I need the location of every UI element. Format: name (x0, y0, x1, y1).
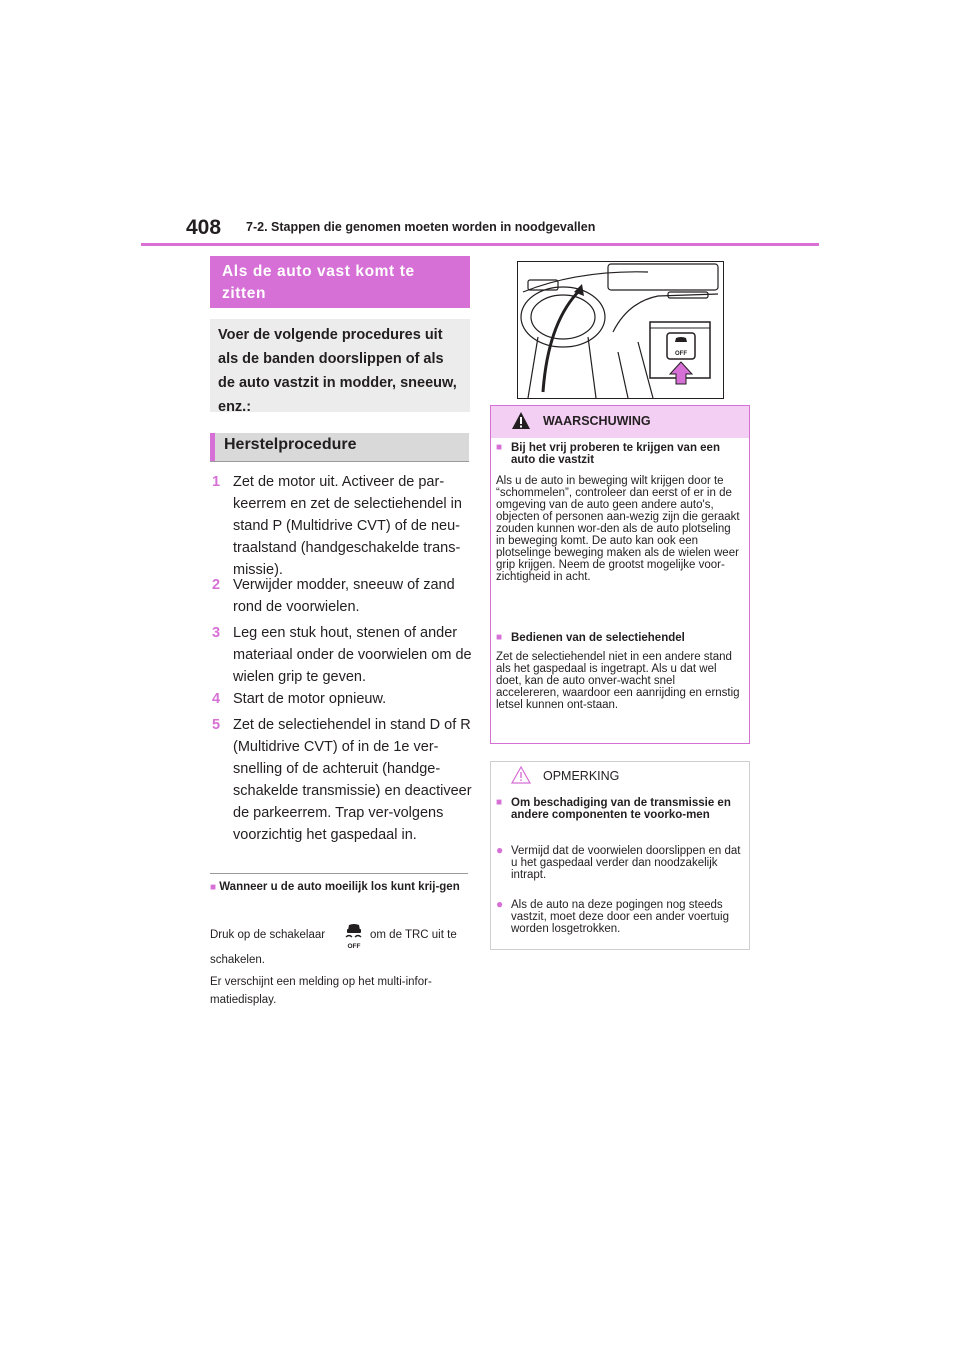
section-title-box (210, 256, 470, 308)
page-number: 408 (186, 216, 222, 239)
step-number: 1 (212, 474, 221, 490)
trc-off-icon (343, 920, 365, 955)
notice-header (491, 762, 749, 792)
step-text: Zet de motor uit. Activeer de par-keerrem en zet de selectiehendel in stand P (Multidrive CVT) of de neu-traalstand (handgeschakelde trans-missie). (233, 474, 462, 578)
subsection-header (210, 433, 469, 462)
warning-item-2-text (496, 651, 741, 711)
step-text: Start de motor opnieuw. (233, 691, 387, 707)
warning-item-heading-text: Bij het vrij proberen te krijgen van een auto die vastzit (511, 442, 720, 466)
warning-item-1-heading (496, 442, 741, 466)
warning-title: WAARSCHUWING (543, 414, 651, 428)
intro-text: Voer de volgende procedures uit als de banden doorslippen of als de auto vastzit in modder, sneeuw, enz.: (218, 327, 457, 415)
intro-box (210, 319, 470, 415)
step-number: 3 (212, 625, 221, 641)
square-bullet-icon: ■ (210, 882, 217, 893)
step-3 (212, 622, 474, 688)
section-title: Als de auto vast komt te zitten (222, 263, 415, 302)
step-number: 4 (212, 691, 221, 707)
notice-bullet-2 (496, 899, 741, 935)
caution-triangle-icon (511, 765, 531, 790)
svg-text:OFF: OFF (347, 943, 361, 950)
dashboard-illustration (517, 261, 724, 399)
step-text: Verwijder modder, sneeuw of zand rond de voorwielen. (233, 577, 455, 615)
notice-heading (496, 797, 741, 821)
step-5 (212, 714, 474, 864)
step-number: 2 (212, 577, 221, 593)
notice-bullet-text: Vermijd dat de voorwielen doorslippen en dat u het gaspedaal verder dan noodzakelijk intrapt. (511, 845, 741, 881)
square-bullet-icon: ■ (496, 797, 503, 808)
notice-title: OPMERKING (543, 769, 620, 783)
warning-item-body: Als u de auto in beweging wilt krijgen door te “schommelen”, controleer dan eerst of er in de omgeving van de auto geen andere auto's, objecten of personen aan-wezig zijn die geraakt zouden kunnen wor-den als de auto plotseling in beweging komt. De auto kan ook een plotselinge beweging maken als de wielen weer grip krijgen. Neem de grootst mogelijke voor-zichtigheid in acht. (496, 475, 740, 583)
warning-box (490, 405, 750, 744)
square-bullet-icon: ■ (496, 632, 503, 643)
step-text: Leg een stuk hout, stenen of ander materiaal onder de voorwielen om de wielen grip te geven. (233, 625, 472, 685)
step-text: Zet de selectiehendel in stand D of R (Multidrive CVT) of in de 1e ver-snelling of de achteruit (handge-schakelde transmissie) en deactiveer de parkeerrem. Trap ver-volgens voorzichtig het gaspedaal in. (233, 717, 472, 843)
step-2 (212, 574, 474, 618)
warning-triangle-icon (511, 411, 531, 436)
notice-bullet-1 (496, 845, 741, 881)
chapter-title: 7-2. Stappen die genomen moeten worden in noodgevallen (246, 220, 596, 234)
note-text-start: Druk op de schakelaar (210, 929, 326, 941)
subsection-accent-bar (210, 433, 215, 461)
notice-heading-text: Om beschadiging van de transmissie en andere componenten te voorko-men (511, 797, 731, 821)
step-4 (212, 688, 474, 710)
warning-item-2-heading (496, 632, 741, 644)
step-1 (212, 471, 474, 581)
note-heading (210, 881, 472, 894)
notice-bullet-text: Als de auto na deze pogingen nog steeds vastzit, moet deze door een ander voertuig worden losgetrokken. (511, 899, 729, 935)
note-heading-text: Wanneer u de auto moeilijk los kunt krij-gen (219, 881, 460, 893)
subsection-title: Herstelprocedure (224, 436, 357, 453)
circle-bullet-icon: ● (496, 897, 504, 911)
note-text-3: Er verschijnt een melding op het multi-infor-matiedisplay. (210, 976, 432, 1006)
warning-header (491, 406, 749, 438)
header-rule (141, 243, 819, 246)
svg-text:OFF: OFF (675, 351, 687, 357)
square-bullet-icon: ■ (496, 442, 503, 453)
note-rule (210, 873, 468, 874)
circle-bullet-icon: ● (496, 843, 504, 857)
note-text-2: schakelen. (210, 954, 265, 966)
warning-item-heading-text: Bedienen van de selectiehendel (511, 632, 685, 644)
step-number: 5 (212, 717, 221, 733)
warning-item-1-text (496, 475, 741, 583)
notice-box (490, 761, 750, 950)
warning-item-body: Zet de selectiehendel niet in een andere stand als het gaspedaal is ingetrapt. Als u dat wel doet, kan de auto onver-wacht snel accelereren, waardoor een aanrijding en ernstig letsel kunnen ont-staan. (496, 651, 740, 711)
note-text-end: om de TRC uit te (370, 929, 457, 941)
